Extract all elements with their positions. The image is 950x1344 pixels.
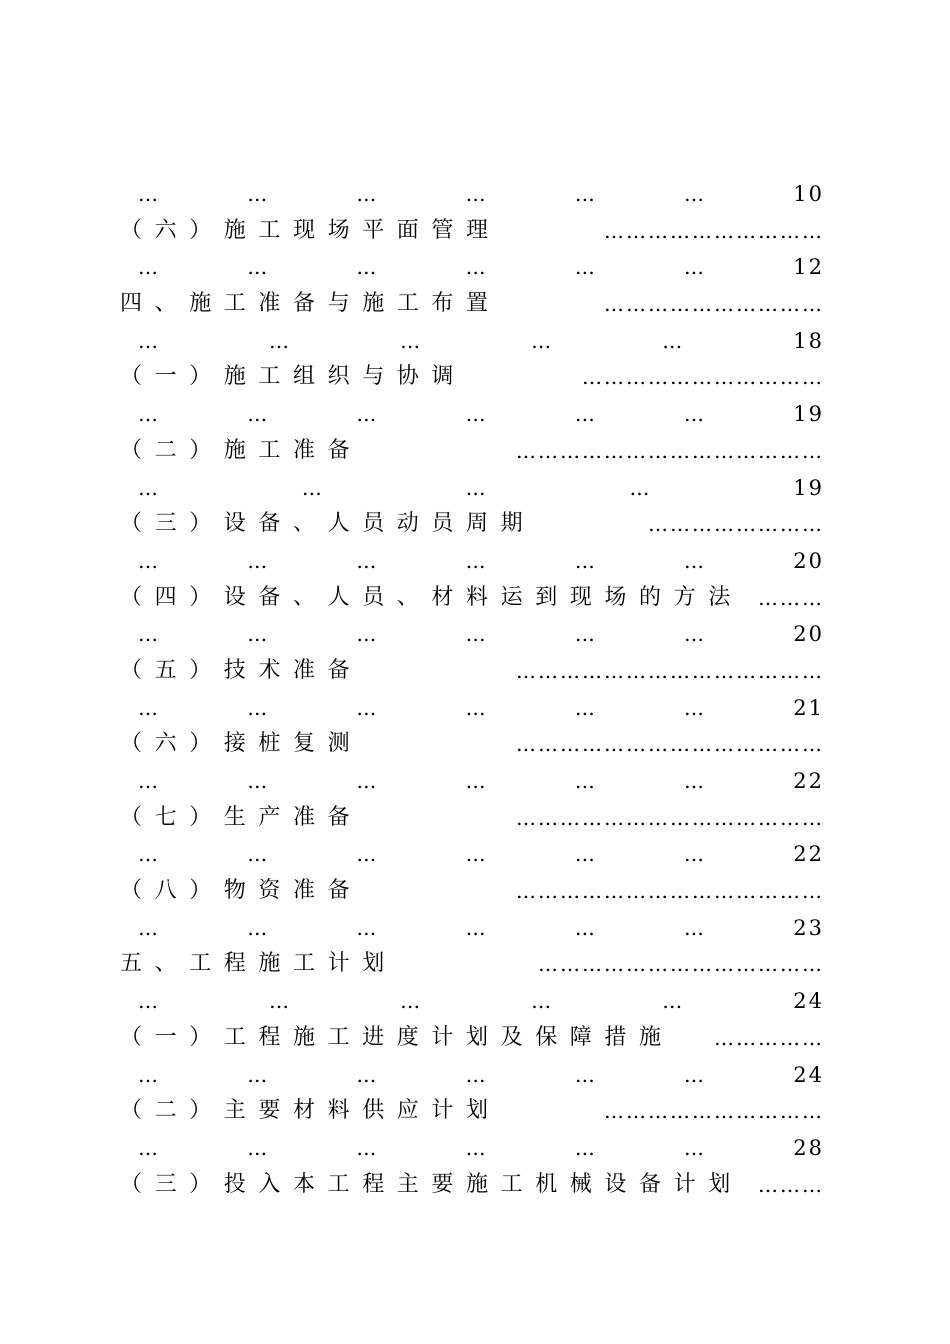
toc-entry-title [120, 726, 824, 763]
toc-leader-dots: … [138, 402, 158, 427]
toc-page-number: 28 [793, 1135, 824, 1160]
toc-entry-text: （八）物资准备 [120, 878, 363, 904]
toc-page-number: 20 [793, 548, 824, 573]
toc-entry-text: 五、工程施工计划 [120, 951, 397, 977]
toc-entry-title [120, 653, 824, 690]
toc-entry-text: （七）生产准备 [120, 804, 363, 830]
toc-leader-dots: … [138, 622, 158, 647]
toc-leader-dots: …………………………………… [516, 732, 824, 757]
toc-page-number: 10 [793, 182, 824, 206]
toc-leader-dots: … [138, 328, 158, 353]
toc-leader-dots: … [356, 842, 377, 867]
toc-leader-dots: ………………………… [604, 292, 824, 317]
toc-entry-title [120, 1093, 824, 1130]
toc-leader-dots: … [400, 989, 421, 1014]
toc-entry-title [120, 800, 824, 837]
toc-entry-leader [120, 763, 824, 800]
toc-entry-text: （五）技术准备 [120, 657, 363, 683]
toc-leader-dots: … [662, 989, 683, 1014]
toc-leader-dots: … [574, 915, 595, 940]
toc-leader-dots: … [465, 548, 486, 573]
toc-entry-title [120, 213, 824, 250]
toc-entry-text: （六）施工现场平面管理 [120, 217, 501, 243]
toc-leader-dots: … [247, 769, 268, 793]
toc-leader-dots: … [465, 182, 486, 206]
toc-leader-dots: … [138, 769, 158, 793]
toc-leader-dots: …………… [714, 1025, 824, 1050]
toc-leader-dots: … [269, 989, 290, 1014]
toc-leader-dots: … [247, 182, 268, 206]
toc-leader-dots: … [247, 402, 268, 427]
toc-leader-dots: ………………………… [604, 1099, 824, 1124]
toc-leader-dots: … [684, 1135, 705, 1160]
toc-leader-dots: … [574, 182, 595, 206]
toc-leader-dots: … [138, 695, 158, 720]
toc-leader-dots: …………………………………… [516, 805, 824, 830]
toc-page-number: 12 [793, 255, 824, 280]
toc-leader-dots: … [269, 328, 290, 353]
toc-leader-dots: …………………… [648, 512, 824, 537]
toc-leader-dots: … [684, 842, 705, 867]
toc-leader-dots: … [574, 622, 595, 647]
toc-leader-dots: … [138, 1135, 158, 1160]
toc-entry-title [120, 359, 824, 396]
toc-entry-leader [120, 836, 824, 873]
toc-leader-dots: ………………………………… [538, 952, 824, 977]
toc-entry-text: （三）投入本工程主要施工机械设备计划 [120, 1171, 743, 1197]
toc-leader-dots: … [247, 622, 268, 647]
toc-entry-title [120, 286, 824, 323]
toc-leader-dots: … [574, 402, 595, 427]
toc-leader-dots: … [138, 842, 158, 867]
toc-entry-text: （三）设备、人员动员周期 [120, 511, 536, 537]
toc-entry-leader [120, 176, 824, 213]
toc-leader-dots: ……… [758, 1172, 824, 1197]
toc-entry-title [120, 1020, 824, 1057]
toc-leader-dots: … [356, 1135, 377, 1160]
toc-leader-dots: … [138, 989, 158, 1014]
toc-leader-dots: ……… [758, 585, 824, 610]
toc-entry-title [120, 946, 824, 983]
toc-leader-dots: … [138, 548, 158, 573]
toc-leader-dots: … [247, 1135, 268, 1160]
toc-leader-dots: … [574, 1062, 595, 1087]
toc-leader-dots: … [465, 255, 486, 280]
toc-leader-dots: … [465, 402, 486, 427]
toc-entry-title [120, 873, 824, 910]
toc-entry-leader [120, 690, 824, 727]
toc-leader-dots: … [400, 328, 421, 353]
toc-entry-leader [120, 249, 824, 286]
toc-leader-dots: … [574, 1135, 595, 1160]
toc-leader-dots: … [684, 182, 705, 206]
toc-leader-dots: … [684, 402, 705, 427]
toc-leader-dots: …………………………………… [516, 879, 824, 904]
toc-entry-title [120, 433, 824, 470]
toc-entry-leader [120, 470, 824, 507]
toc-entry-leader [120, 1057, 824, 1094]
toc-leader-dots: … [574, 695, 595, 720]
toc-leader-dots: … [138, 475, 158, 500]
toc-entry-text: （二）施工准备 [120, 437, 363, 463]
toc-leader-dots: … [662, 328, 683, 353]
toc-entry-leader [120, 1130, 824, 1167]
toc-entry-title [120, 580, 824, 617]
toc-entry-leader [120, 616, 824, 653]
toc-page-number: 24 [793, 1062, 824, 1087]
toc-leader-dots: …………………………………… [516, 438, 824, 463]
toc-leader-dots: … [684, 695, 705, 720]
toc-leader-dots: … [138, 915, 158, 940]
toc-leader-dots: … [247, 915, 268, 940]
toc-page-number: 23 [793, 915, 824, 940]
toc-leader-dots: … [531, 328, 552, 353]
toc-leader-dots: … [138, 182, 158, 206]
toc-leader-dots: … [531, 989, 552, 1014]
toc-leader-dots: … [247, 695, 268, 720]
toc-leader-dots: … [356, 915, 377, 940]
toc-page-number: 24 [793, 989, 824, 1014]
toc-leader-dots: … [465, 1135, 486, 1160]
toc-entry-text: 四、施工准备与施工布置 [120, 291, 501, 317]
toc-entry-text: （二）主要材料供应计划 [120, 1098, 501, 1124]
toc-leader-dots: … [574, 769, 595, 793]
toc-entry-leader [120, 910, 824, 947]
toc-leader-dots: … [301, 475, 322, 500]
toc-leader-dots: … [629, 475, 650, 500]
toc-page-number: 19 [793, 402, 824, 427]
toc-leader-dots: … [356, 548, 377, 573]
toc-entry-title [120, 506, 824, 543]
toc-leader-dots: ………………………… [604, 218, 824, 243]
table-of-contents [120, 176, 824, 1203]
toc-leader-dots: … [138, 255, 158, 280]
toc-leader-dots: … [574, 255, 595, 280]
toc-leader-dots: … [684, 915, 705, 940]
toc-entry-leader [120, 543, 824, 580]
toc-leader-dots: … [247, 842, 268, 867]
toc-page-number: 22 [793, 769, 824, 793]
toc-entry-text: （一）工程施工进度计划及保障措施 [120, 1024, 674, 1050]
toc-leader-dots: … [356, 255, 377, 280]
toc-leader-dots: … [574, 548, 595, 573]
toc-leader-dots: … [465, 842, 486, 867]
toc-leader-dots: … [356, 182, 377, 206]
toc-leader-dots: … [356, 622, 377, 647]
toc-page-number: 19 [793, 475, 824, 500]
toc-leader-dots: … [574, 842, 595, 867]
toc-leader-dots: … [465, 695, 486, 720]
toc-entry-title [120, 1167, 824, 1204]
toc-leader-dots: …………………………… [582, 365, 824, 390]
toc-entry-text: （四）设备、人员、材料运到现场的方法 [120, 584, 743, 610]
toc-entry-leader [120, 396, 824, 433]
toc-leader-dots: … [684, 548, 705, 573]
toc-entry-leader [120, 323, 824, 360]
toc-page-number: 21 [793, 695, 824, 720]
toc-entry-leader [120, 983, 824, 1020]
toc-leader-dots: … [138, 1062, 158, 1087]
toc-leader-dots: … [465, 475, 486, 500]
toc-entry-text: （一）施工组织与协调 [120, 364, 467, 390]
toc-page-number: 22 [793, 842, 824, 867]
toc-leader-dots: … [684, 255, 705, 280]
toc-leader-dots: … [684, 769, 705, 793]
toc-leader-dots: … [465, 769, 486, 793]
toc-leader-dots: … [356, 769, 377, 793]
toc-page-number: 20 [793, 622, 824, 647]
toc-entry-text: （六）接桩复测 [120, 731, 363, 757]
toc-leader-dots: … [465, 915, 486, 940]
toc-leader-dots: … [247, 255, 268, 280]
toc-page-number: 18 [793, 328, 824, 353]
toc-leader-dots: … [684, 622, 705, 647]
toc-leader-dots: … [247, 1062, 268, 1087]
toc-leader-dots: … [465, 622, 486, 647]
toc-leader-dots: …………………………………… [516, 658, 824, 683]
toc-leader-dots: … [356, 402, 377, 427]
toc-leader-dots: … [356, 695, 377, 720]
toc-leader-dots: … [465, 1062, 486, 1087]
toc-leader-dots: … [684, 1062, 705, 1087]
toc-leader-dots: … [356, 1062, 377, 1087]
toc-leader-dots: … [247, 548, 268, 573]
